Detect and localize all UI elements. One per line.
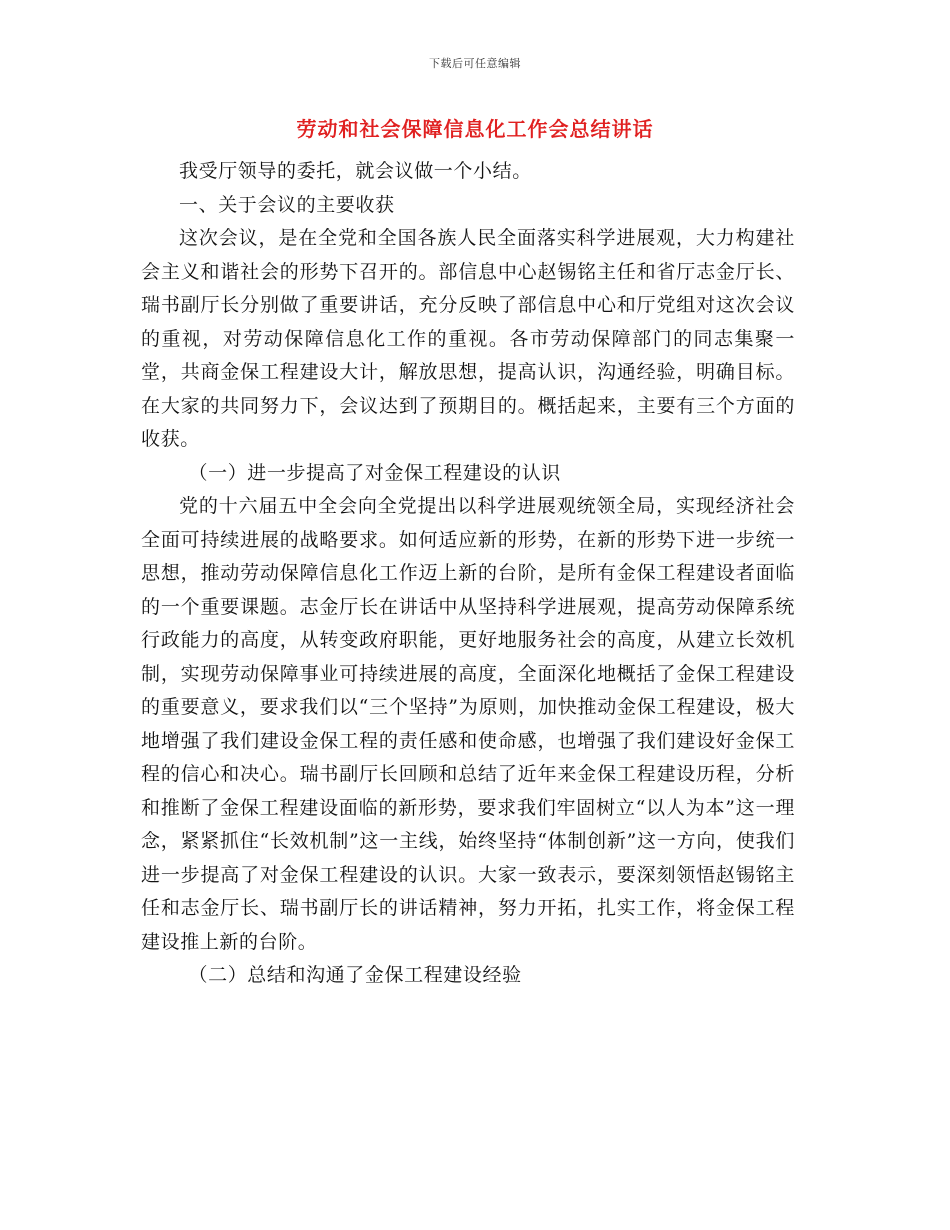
subsection-heading-2: （二）总结和沟通了金保工程建设经验	[188, 964, 522, 986]
document-title: 劳动和社会保障信息化工作会总结讲话	[296, 117, 654, 141]
paragraph-meeting-background: 这次会议，是在全党和全国各族人民全面落实科学进展观，大力构建社会主义和谐社会的形势下召开的。部信息中心赵锡铭主任和省厅志金厅长、瑞书副厅长分别做了重要讲话，充分反映了部信息中心和厅党组对这次会议的重视，对劳动保障信息化工作的重视。各市劳动保障部门的同志集聚一堂，共商金保工程建设大计，解放思想，提高认识，沟通经验，明确目标。在大家的共同努力下，会议达到了预期目的。概括起来，主要有三个方面的收获。	[141, 227, 795, 450]
paragraph-awareness: 党的十六届五中全会向全党提出以科学进展观统领全局，实现经济社会全面可持续进展的战略要求。如何适应新的形势，在新的形势下进一步统一思想，推动劳动保障信息化工作迈上新的台阶，是所有金保工程建设者面临的一个重要课题。志金厅长在讲话中从坚持科学进展观，提高劳动保障系统行政能力的高度，从转变政府职能，更好地服务社会的高度，从建立长效机制，实现劳动保障事业可持续进展的高度，全面深化地概括了金保工程建设的重要意义，要求我们以“三个坚持”为原则，加快推动金保工程建设，极大地增强了我们建设金保工程的责任感和使命感，也增强了我们建设好金保工程的信心和决心。瑞书副厅长回顾和总结了近年来金保工程建设历程，分析和推断了金保工程建设面临的新形势，要求我们牢固树立“以人为本”这一理念，紧紧抓住“长效机制”这一主线，始终坚持“体制创新”这一方向，使我们进一步提高了对金保工程建设的认识。大家一致表示，要深刻领悟赵锡铭主任和志金厅长、瑞书副厅长的讲话精神，努力开拓，扎实工作，将金保工程建设推上新的台阶。	[141, 495, 795, 953]
section-heading-1: 一、关于会议的主要收获	[179, 193, 395, 216]
subsection-heading-1: （一）进一步提高了对金保工程建设的认识	[188, 461, 561, 484]
page-header-note: 下载后可任意编辑	[429, 57, 521, 70]
document-body	[141, 155, 795, 993]
paragraph-opening: 我受厅领导的委托，就会议做一个小结。	[179, 160, 532, 182]
